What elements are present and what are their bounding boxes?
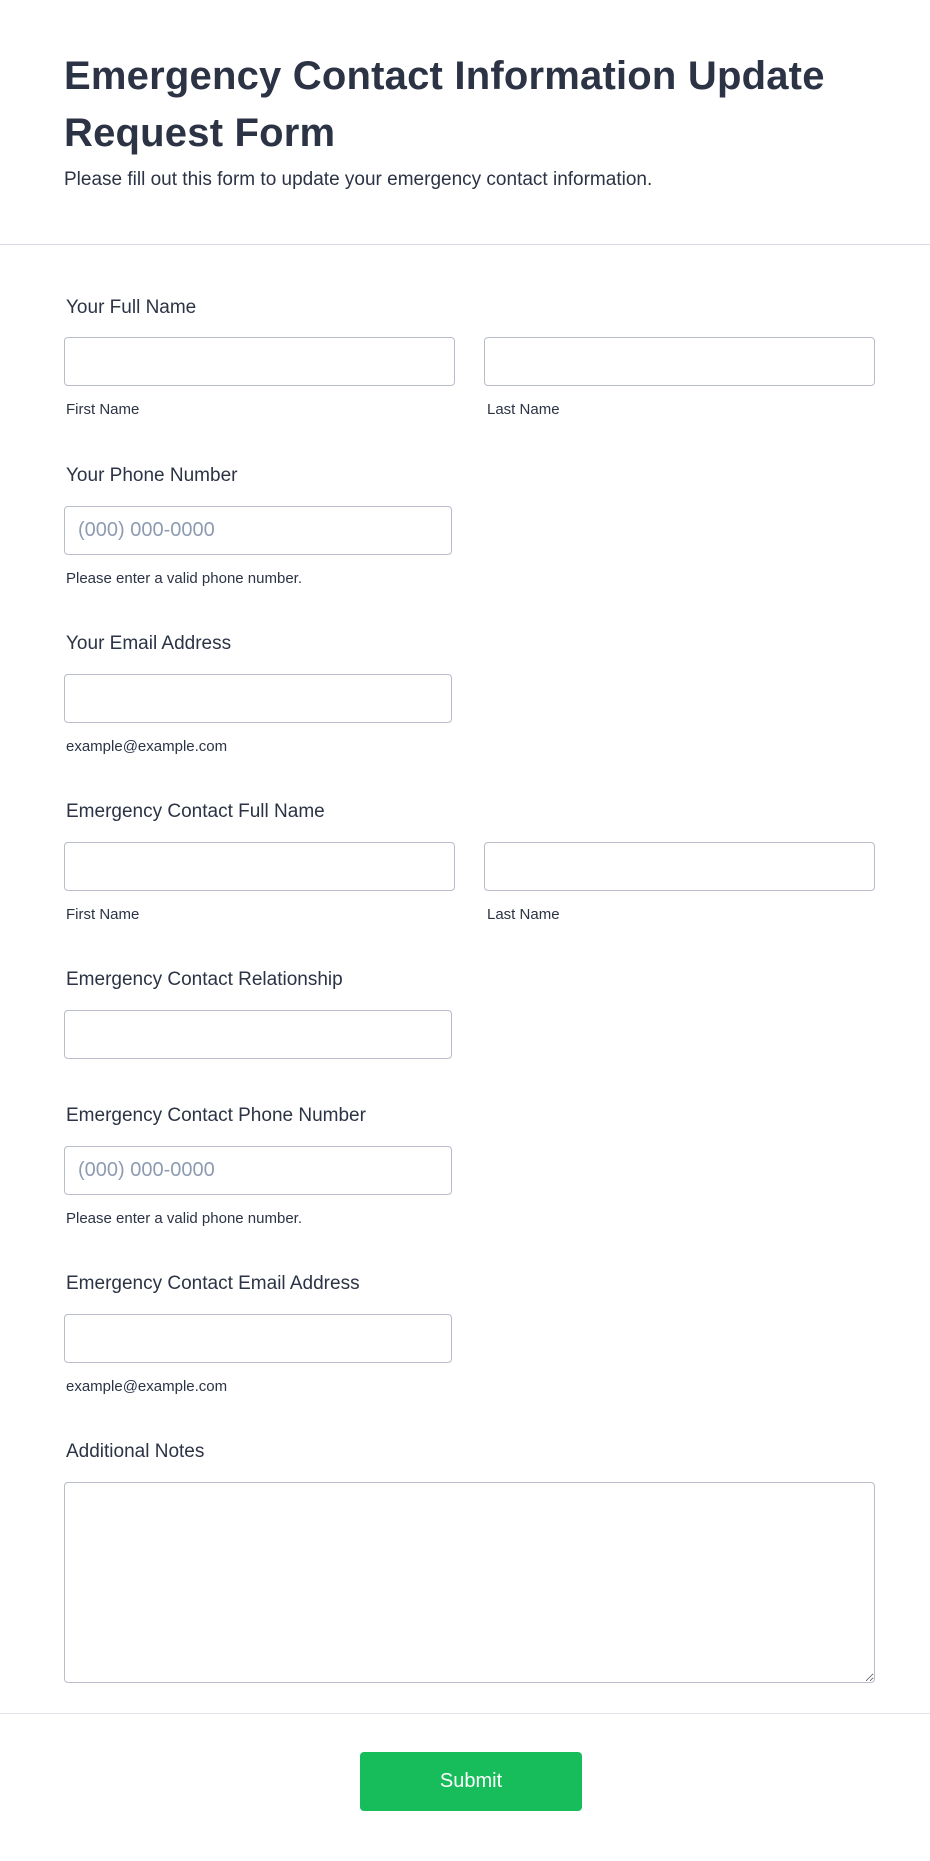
full-name-label: Your Full Name — [66, 297, 197, 318]
email-sublabel: example@example.com — [66, 738, 228, 755]
ec-phone-input[interactable] — [64, 1146, 452, 1195]
ec-first-name-sublabel: First Name — [66, 906, 140, 923]
ec-email-sublabel: example@example.com — [66, 1378, 228, 1395]
notes-textarea[interactable] — [64, 1482, 875, 1683]
ec-first-name-input[interactable] — [64, 842, 455, 891]
first-name-sublabel: First Name — [66, 401, 140, 418]
form-header — [0, 0, 930, 245]
last-name-input[interactable] — [484, 337, 875, 386]
ec-relationship-input[interactable] — [64, 1010, 452, 1059]
email-label: Your Email Address — [66, 633, 232, 654]
page-title: Emergency Contact Information Update Request Form — [64, 54, 825, 155]
last-name-sublabel: Last Name — [487, 401, 560, 418]
ec-phone-label: Emergency Contact Phone Number — [66, 1105, 366, 1126]
page-subtitle: Please fill out this form to update your emergency contact information. — [64, 169, 653, 190]
ec-email-input[interactable] — [64, 1314, 452, 1363]
email-input[interactable] — [64, 674, 452, 723]
phone-sublabel: Please enter a valid phone number. — [66, 570, 302, 587]
phone-input[interactable] — [64, 506, 452, 555]
ec-last-name-sublabel: Last Name — [487, 906, 560, 923]
ec-full-name-label: Emergency Contact Full Name — [66, 801, 325, 822]
submit-button[interactable]: Submit — [360, 1752, 582, 1811]
ec-phone-sublabel: Please enter a valid phone number. — [66, 1210, 302, 1227]
notes-label: Additional Notes — [66, 1441, 205, 1462]
phone-label: Your Phone Number — [66, 465, 238, 486]
ec-relationship-label: Emergency Contact Relationship — [66, 969, 343, 990]
ec-email-label: Emergency Contact Email Address — [66, 1273, 360, 1294]
footer-divider — [0, 1713, 930, 1714]
first-name-input[interactable] — [64, 337, 455, 386]
ec-last-name-input[interactable] — [484, 842, 875, 891]
